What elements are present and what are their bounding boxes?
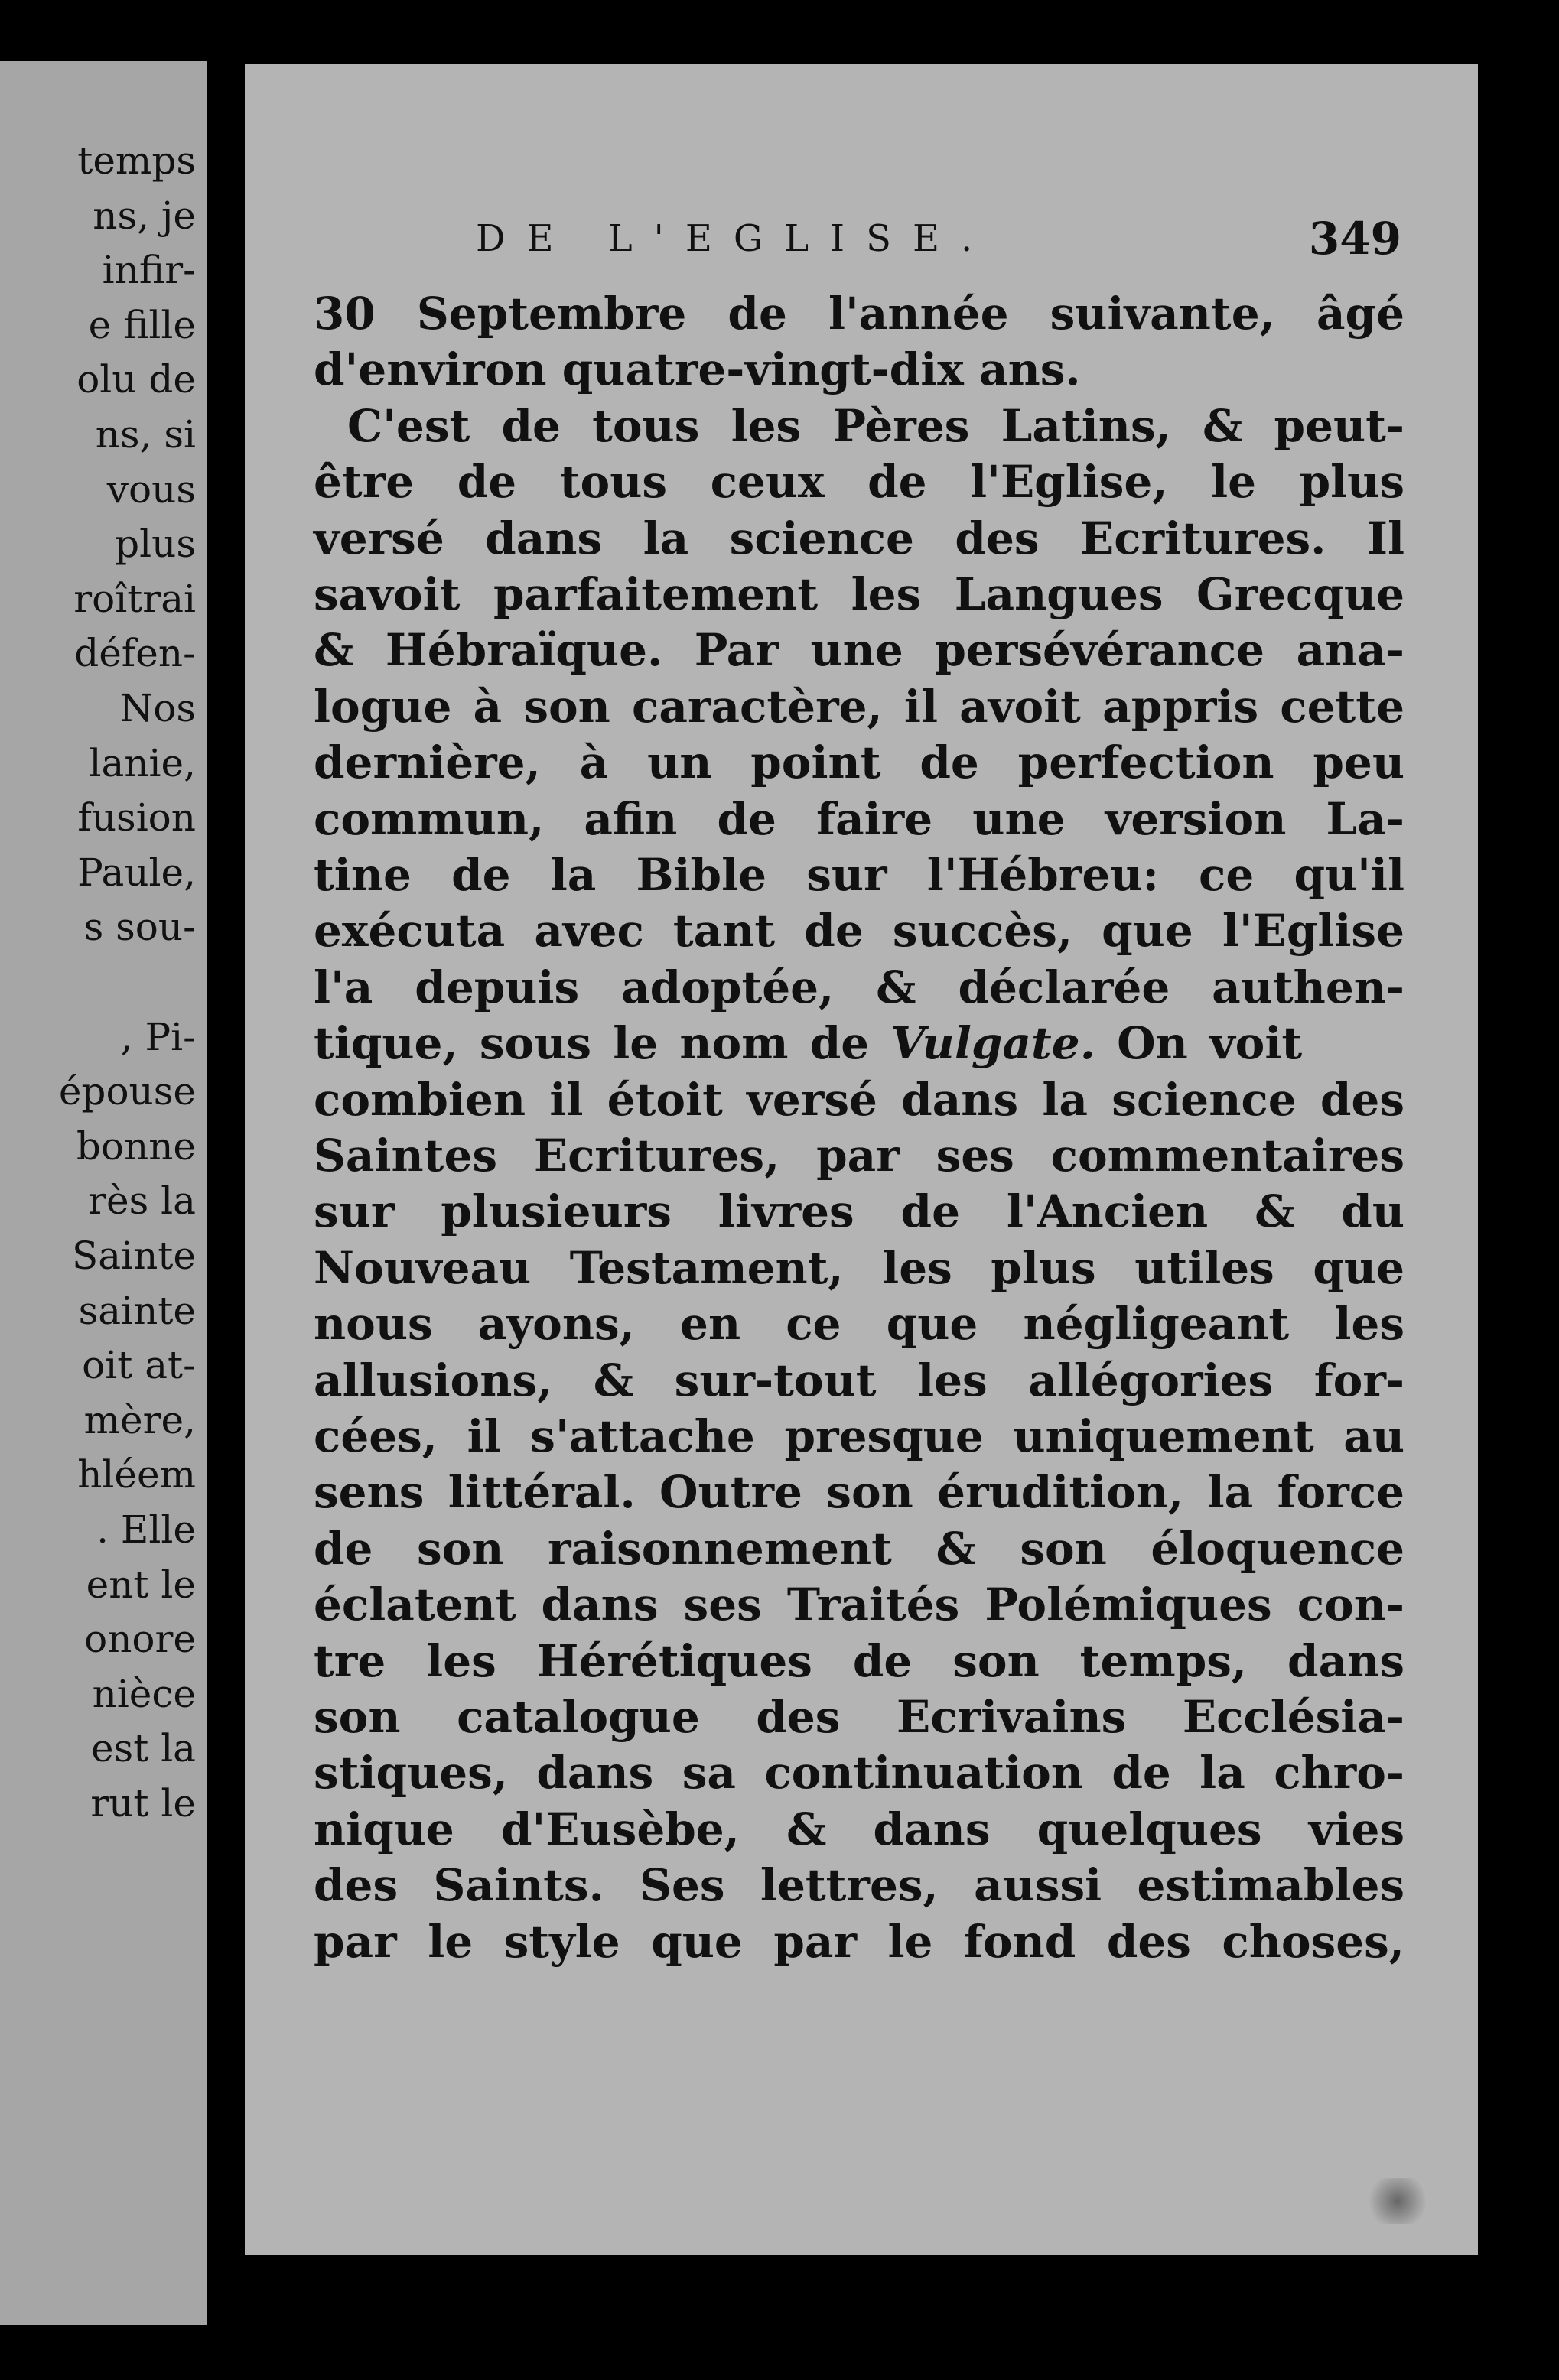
- left-page-line: infir-: [102, 248, 196, 293]
- body-text-line: Nouveau Testament, les plus utiles que: [314, 1241, 1404, 1294]
- body-text-line: combien il étoit versé dans la science des: [314, 1073, 1404, 1126]
- left-page-line: rut le: [90, 1781, 196, 1826]
- left-page-line: est la: [90, 1726, 196, 1771]
- left-page-line: , Pi-: [120, 1014, 196, 1059]
- left-page-line: lanie,: [89, 740, 196, 785]
- body-text-line: tre les Hérétiques de son temps, dans: [314, 1634, 1404, 1687]
- left-page-line: temps: [77, 138, 196, 183]
- body-text-line: éclatent dans ses Traités Polémiques con-: [314, 1579, 1404, 1631]
- left-page-line: défen-: [74, 631, 196, 676]
- left-page-line: bonne: [76, 1123, 196, 1169]
- body-text-line: commun, afin de faire une version La-: [314, 792, 1404, 845]
- left-page-line: plus: [115, 522, 196, 567]
- left-page-line: Nos: [119, 686, 196, 730]
- body-text-line: de son raisonnement & son éloquence: [314, 1522, 1404, 1575]
- body-text-line: allusions, & sur-tout les allégories for-: [314, 1354, 1404, 1406]
- body-text-line: des Saints. Ses lettres, aussi estimables: [314, 1859, 1404, 1912]
- left-page-line: ns, je: [93, 193, 196, 238]
- body-text-line: savoit parfaitement les Langues Grecque: [314, 568, 1404, 620]
- body-text-line: par le style que par le fond des choses,: [314, 1915, 1404, 1968]
- ink-smudge: [1363, 2178, 1432, 2224]
- running-head-title: DE L'EGLISE.: [476, 217, 994, 260]
- body-text-line: versé dans la science des Ecritures. Il: [314, 512, 1404, 564]
- body-text-line: d'environ quatre-vingt-dix ans.: [314, 343, 1081, 396]
- left-page-line: rès la: [88, 1179, 196, 1224]
- left-page-line: ent le: [86, 1562, 196, 1607]
- running-head: [476, 213, 1401, 271]
- body-text-line: l'a depuis adoptée, & déclarée authen-: [314, 961, 1404, 1013]
- left-page-line: Paule,: [77, 850, 196, 895]
- left-page-line: sainte: [78, 1288, 196, 1333]
- left-page-line: ns, si: [95, 412, 196, 457]
- left-page-line: mère,: [83, 1397, 196, 1442]
- italic-term: Vulgate.: [890, 1017, 1095, 1070]
- body-text-line: nique d'Eusèbe, & dans quelques vies: [314, 1803, 1404, 1855]
- left-page-line: nièce: [92, 1671, 196, 1716]
- body-text-line: stiques, dans sa continuation de la chro-: [314, 1747, 1404, 1800]
- body-text-line: cées, il s'attache presque uniquement au: [314, 1410, 1404, 1462]
- left-page-line: épouse: [58, 1069, 196, 1114]
- body-text-line: dernière, à un point de perfection peu: [314, 736, 1404, 789]
- body-text-line: 30 Septembre de l'année suivante, âgé: [314, 288, 1404, 340]
- body-text-line: C'est de tous les Pères Latins, & peut-: [347, 399, 1404, 452]
- left-page-fragment: [0, 61, 207, 2325]
- body-text-line: Saintes Ecritures, par ses commentaires: [314, 1130, 1404, 1182]
- body-text-line: & Hébraïque. Par une persévérance ana-: [314, 624, 1404, 677]
- body-text-line: exécuta avec tant de succès, que l'Eglise: [314, 905, 1404, 958]
- left-page-line: olu de: [76, 357, 196, 402]
- body-text-line: être de tous ceux de l'Eglise, le plus: [314, 456, 1404, 509]
- left-page-line: Sainte: [72, 1234, 196, 1278]
- body-text-line: logue à son caractère, il avoit appris cette: [314, 680, 1404, 733]
- line-text-tail: On voit: [1095, 1017, 1303, 1070]
- body-text-line: son catalogue des Ecrivains Ecclésia-: [314, 1691, 1404, 1743]
- body-text-line: tine de la Bible sur l'Hébreu: ce qu'il: [314, 849, 1404, 901]
- body-text-line: sens littéral. Outre son érudition, la force: [314, 1466, 1404, 1519]
- body-text-line: nous ayons, en ce que négligeant les: [314, 1298, 1404, 1351]
- left-page-line: fusion: [77, 795, 196, 840]
- left-page-line: onore: [84, 1617, 196, 1662]
- left-page-line: s sou-: [83, 905, 196, 950]
- left-page-line: vous: [106, 467, 196, 512]
- body-text-line: sur plusieurs livres de l'Ancien & du: [314, 1185, 1404, 1238]
- left-page-line: e fille: [88, 302, 196, 347]
- line-text: tique, sous le nom de: [314, 1017, 891, 1070]
- page-number: 349: [1308, 213, 1401, 265]
- right-page: [245, 64, 1478, 2255]
- left-page-line: roîtrai: [73, 576, 196, 621]
- left-page-line: hléem: [77, 1452, 196, 1497]
- left-page-line: . Elle: [96, 1507, 196, 1552]
- body-text-line: [314, 1016, 1404, 1071]
- book-gutter: [207, 0, 245, 2380]
- left-page-line: oit at-: [82, 1343, 196, 1388]
